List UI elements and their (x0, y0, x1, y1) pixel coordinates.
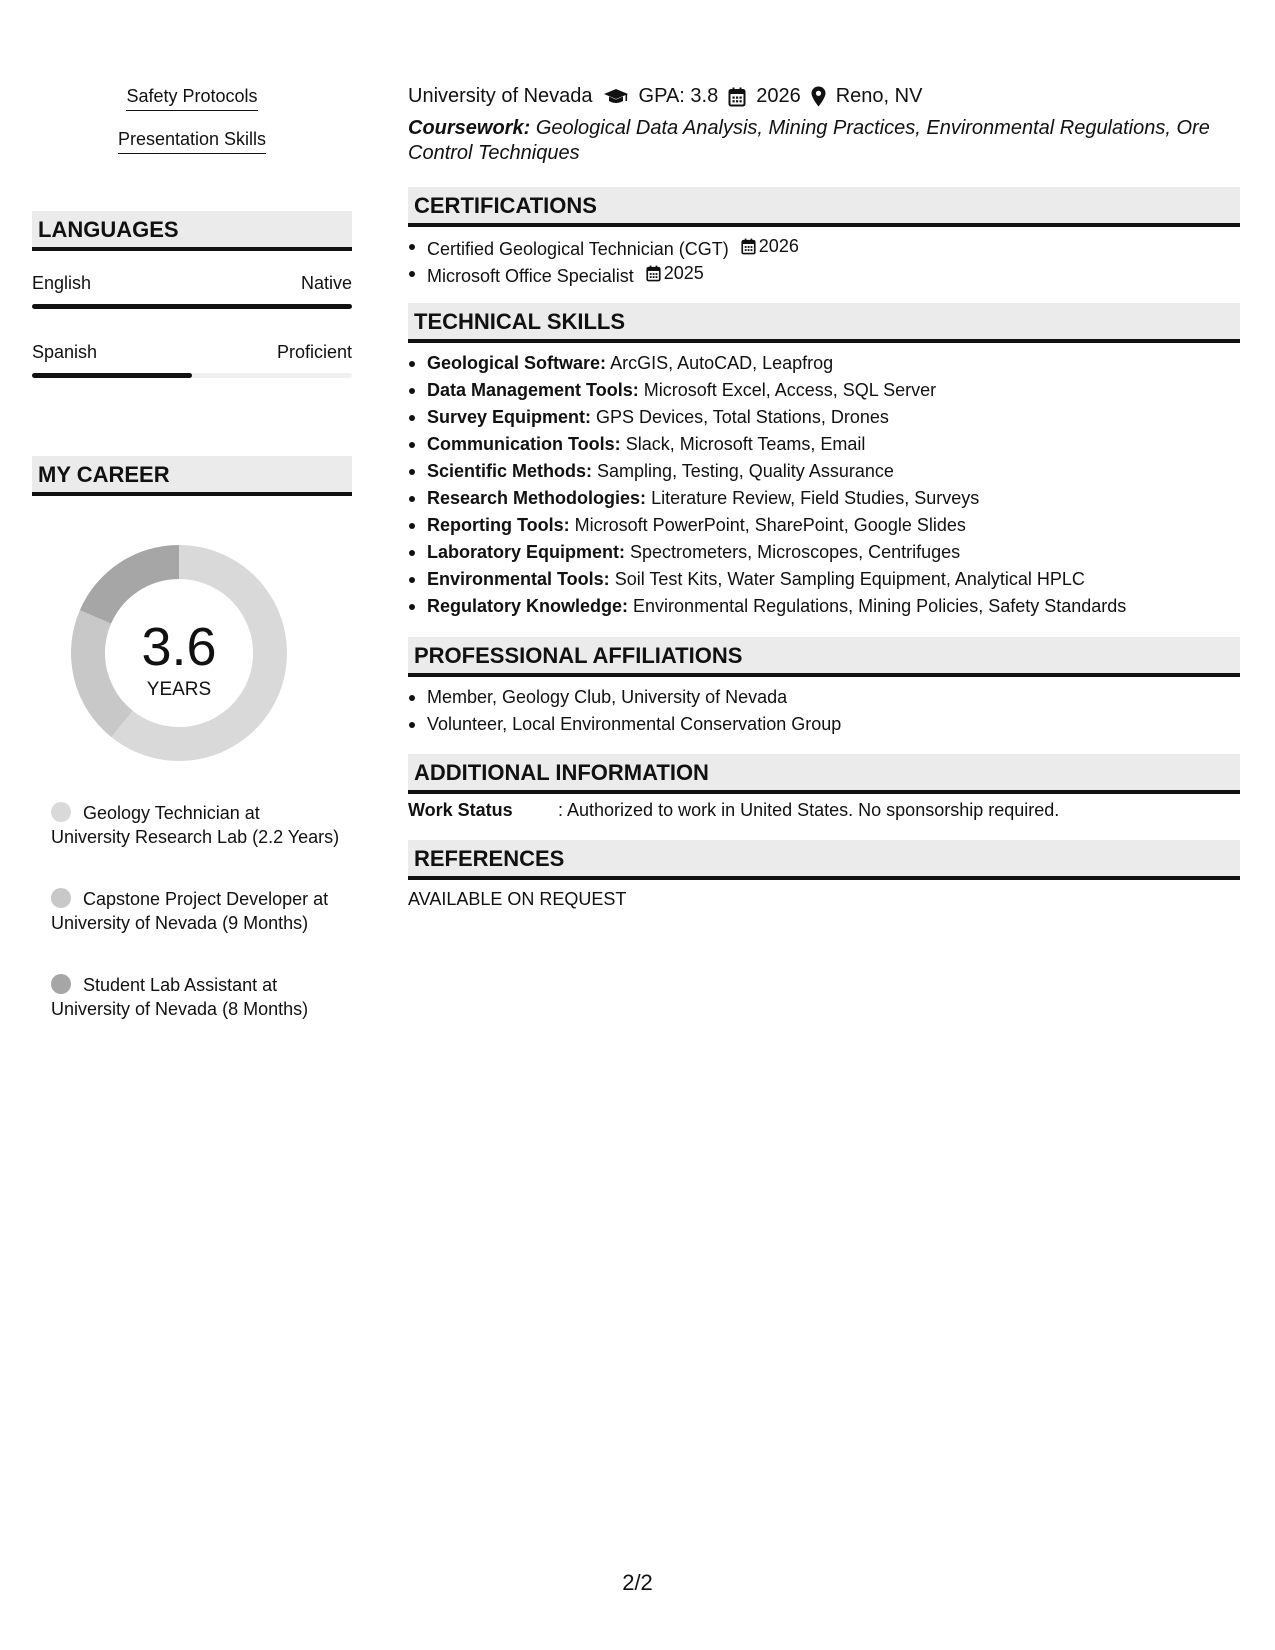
skill-item (408, 512, 1240, 539)
donut-slice-2 (80, 545, 179, 624)
skill-item (408, 485, 1240, 512)
references-text: AVAILABLE ON REQUEST (408, 889, 627, 909)
career-item-label: Capstone Project Developer at University of Nevada (9 Months) (51, 889, 329, 933)
map-pin-icon (811, 86, 826, 107)
skill-values: Sampling, Testing, Quality Assurance (597, 461, 894, 481)
work-status-value: : Authorized to work in United States. No sponsorship required. (558, 800, 1060, 820)
calendar-icon (741, 238, 756, 255)
skill-item (408, 458, 1240, 485)
skill-category: Research Methodologies: (427, 488, 647, 508)
career-legend-item (51, 801, 341, 849)
career-legend-item (51, 973, 341, 1021)
calendar-icon (728, 87, 746, 107)
coursework (408, 116, 1240, 166)
skill-category: Data Management Tools: (427, 380, 639, 400)
career-unit: YEARS (146, 679, 212, 700)
certifications-header: CERTIFICATIONS (408, 187, 1240, 227)
page-number: 2/2 (622, 1570, 653, 1595)
school-name: University of Nevada (408, 85, 593, 107)
skill-category: Communication Tools: (427, 434, 621, 454)
work-status-label: Work Status (408, 800, 513, 820)
language-bar-fill (32, 373, 192, 378)
certification-year: 2025 (663, 263, 704, 283)
skill-values: Microsoft Excel, Access, SQL Server (643, 380, 937, 400)
donut-slice-1 (71, 610, 133, 737)
skill-item (408, 377, 1240, 404)
language-name: English (32, 273, 92, 293)
certification-date (646, 260, 704, 287)
skill-values: Soil Test Kits, Water Sampling Equipment, Analytical HPLC (614, 569, 1085, 589)
calendar-icon (646, 265, 661, 282)
skill-values: Spectrometers, Microscopes, Centrifuges (630, 542, 961, 562)
legend-dot (51, 888, 71, 908)
career-header: MY CAREER (32, 456, 352, 496)
language-name: Spanish (32, 342, 98, 362)
career-donut-chart (64, 538, 294, 768)
gpa: GPA: 3.8 (638, 85, 719, 107)
certification-item (408, 260, 1240, 287)
skill-tag (32, 129, 352, 154)
certification-year: 2026 (758, 236, 799, 256)
skill-item (408, 593, 1240, 620)
language-bar (32, 373, 352, 378)
references-header: REFERENCES (408, 840, 1240, 880)
certifications-list (408, 233, 1240, 287)
certification-name: Microsoft Office Specialist (427, 266, 634, 286)
affiliations-header: PROFESSIONAL AFFILIATIONS (408, 637, 1240, 677)
work-status (408, 800, 1059, 821)
language-bar-fill (32, 304, 352, 309)
skill-values: Slack, Microsoft Teams, Email (625, 434, 866, 454)
affiliation-item: Volunteer, Local Environmental Conservation Group (408, 711, 1240, 738)
skill-item (408, 404, 1240, 431)
legend-dot (51, 974, 71, 994)
coursework-text: Geological Data Analysis, Mining Practices, Environmental Regulations, Ore Control Techniques (408, 117, 1210, 164)
certification-date (741, 233, 799, 260)
graduation-year: 2026 (756, 85, 801, 107)
career-legend-item (51, 887, 341, 935)
skill-category: Geological Software: (427, 353, 607, 373)
certification-name: Certified Geological Technician (CGT) (427, 239, 729, 259)
legend-dot (51, 802, 71, 822)
skill-values: Microsoft PowerPoint, SharePoint, Google Slides (574, 515, 966, 535)
skill-values: Literature Review, Field Studies, Surveys (651, 488, 980, 508)
skill-label: Presentation Skills (118, 129, 266, 154)
language-bar (32, 304, 352, 309)
affiliation-item: Member, Geology Club, University of Nevada (408, 684, 1240, 711)
languages-header: LANGUAGES (32, 211, 352, 251)
skill-tag (32, 86, 352, 111)
career-item-label: Student Lab Assistant at University of Nevada (8 Months) (51, 975, 309, 1019)
skill-values: ArcGIS, AutoCAD, Leapfrog (610, 353, 834, 373)
skill-item (408, 566, 1240, 593)
affiliations-list (408, 684, 1240, 738)
skill-category: Survey Equipment: (427, 407, 592, 427)
technical-skills-list (408, 350, 1240, 620)
skill-values: Environmental Regulations, Mining Policies, Safety Standards (633, 596, 1127, 616)
graduation-cap-icon (603, 88, 629, 106)
skill-label: Safety Protocols (126, 86, 257, 111)
skill-category: Regulatory Knowledge: (427, 596, 629, 616)
language-row (32, 273, 352, 294)
skill-category: Laboratory Equipment: (427, 542, 626, 562)
language-level: Native (300, 273, 352, 293)
skill-values: GPS Devices, Total Stations, Drones (596, 407, 889, 427)
education-line (408, 85, 922, 108)
career-total: 3.6 (141, 617, 217, 677)
skill-category: Reporting Tools: (427, 515, 570, 535)
additional-info-header: ADDITIONAL INFORMATION (408, 754, 1240, 794)
skill-item (408, 350, 1240, 377)
career-item-label: Geology Technician at University Research Lab (2.2 Years) (51, 803, 340, 847)
skill-category: Environmental Tools: (427, 569, 610, 589)
skill-item (408, 431, 1240, 458)
language-level: Proficient (276, 342, 352, 362)
language-row (32, 342, 352, 363)
location: Reno, NV (835, 85, 923, 107)
coursework-label: Coursework: (408, 117, 531, 139)
certification-item (408, 233, 1240, 260)
skill-category: Scientific Methods: (427, 461, 593, 481)
skill-item (408, 539, 1240, 566)
technical-skills-header: TECHNICAL SKILLS (408, 303, 1240, 343)
